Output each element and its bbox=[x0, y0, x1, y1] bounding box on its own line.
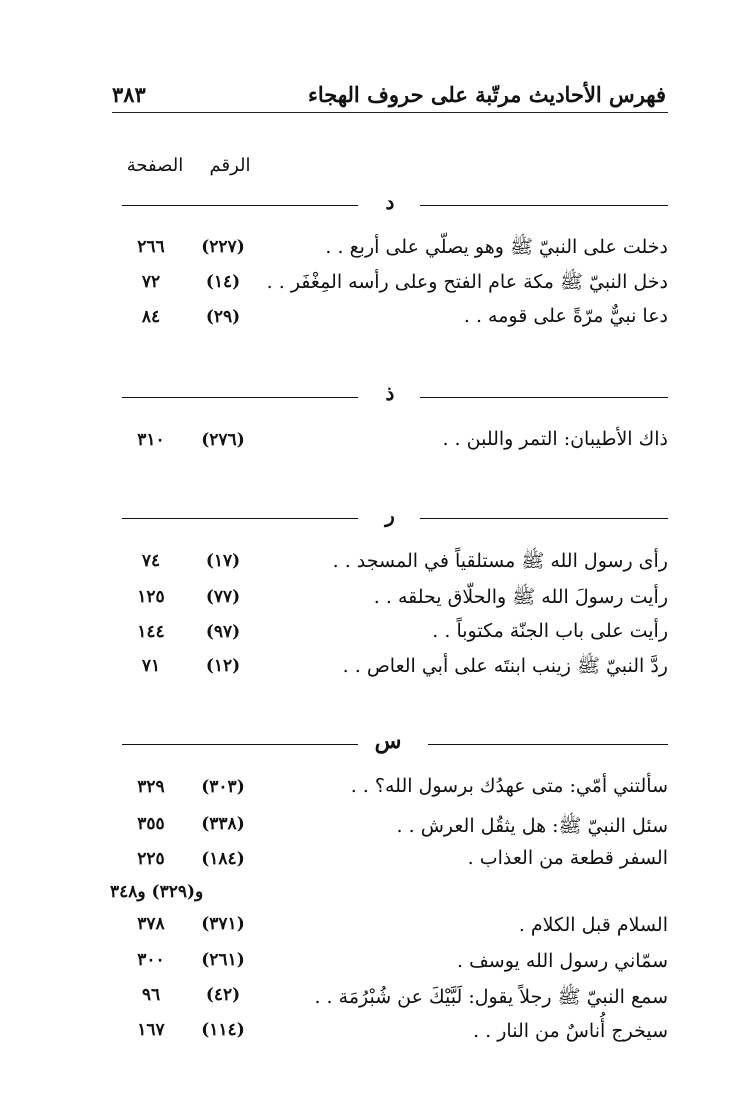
list-item-text: سمع النبيّ ﷺ رجلاً يقول: لَبَّيْكَ عن شُبْرُمَة . . bbox=[314, 986, 668, 1008]
list-item-text: دخل النبيّ ﷺ مكة عام الفتح وعلى رأسه المِغْفَر . . bbox=[266, 271, 668, 293]
list-item-page: ٣٠٠ bbox=[137, 950, 165, 970]
list-item-page: ١٦٧ bbox=[137, 1020, 165, 1040]
list-item-text: دعا نبيٌّ مرّةً على قومه . . bbox=[463, 305, 668, 327]
list-item-text: رأيت رسولَ الله ﷺ والحلّاق يحلقه . . bbox=[373, 586, 668, 608]
section-rule-right bbox=[428, 744, 668, 745]
list-item-number: (١٧) bbox=[205, 551, 241, 571]
section-letter: ر bbox=[385, 503, 395, 527]
column-header-page: الصفحة bbox=[126, 155, 184, 176]
section-rule-left bbox=[122, 518, 358, 519]
list-item-text: السفر قطعة من العذاب . bbox=[467, 847, 668, 869]
section-rule-left bbox=[122, 397, 358, 398]
section-rule-right bbox=[420, 397, 668, 398]
list-item-text: سمّاني رسول الله يوسف . bbox=[457, 950, 668, 972]
list-item-number: (٤٢) bbox=[205, 985, 241, 1005]
section-letter: ذ bbox=[385, 381, 395, 405]
running-header-title: فهرس الأحاديث مرتّبة على حروف الهجاء bbox=[308, 82, 666, 107]
list-item-page: ٣٥٥ bbox=[137, 814, 165, 834]
list-item-page: ١٢٥ bbox=[137, 587, 165, 607]
list-item-number: (٢٦١) bbox=[201, 950, 245, 970]
list-item-text: رأى رسول الله ﷺ مستلقياً في المسجد . . bbox=[332, 550, 668, 572]
list-item-text: دخلت على النبيّ ﷺ وهو يصلّي على أربع . . bbox=[325, 236, 668, 258]
list-item-page: ٧١ bbox=[141, 656, 161, 676]
list-item-number: (٧٧) bbox=[205, 587, 241, 607]
list-item-text: رأيت على باب الجنّة مكتوباً . . bbox=[432, 620, 668, 642]
list-item-number: (١٨٤) bbox=[201, 849, 245, 869]
list-item-number: (٢٩) bbox=[205, 307, 241, 327]
list-item-text: سيخرج أُناسٌ من النار . . bbox=[473, 1020, 668, 1042]
list-item-number: (١٤) bbox=[205, 272, 241, 292]
section-letter: د bbox=[385, 190, 395, 214]
list-item-text: ردَّ النبيّ ﷺ زينب ابنتَه على أبي العاص . . bbox=[342, 655, 668, 677]
list-item-number: (٢٢٧) bbox=[201, 237, 245, 257]
list-item-page: ٣٧٨ bbox=[137, 914, 165, 934]
section-rule-right bbox=[420, 518, 668, 519]
section-rule-right bbox=[420, 205, 668, 206]
header-rule bbox=[112, 112, 668, 113]
list-item-number: (١١٤) bbox=[201, 1020, 245, 1040]
list-item-number: (٣٧١) bbox=[201, 914, 245, 934]
list-item-number: (٩٧) bbox=[205, 622, 241, 642]
list-item-extra-refs: و(٣٢٩) و٣٤٨ bbox=[110, 882, 204, 902]
list-item-page: ٧٤ bbox=[141, 551, 161, 571]
list-item-page: ١٤٤ bbox=[137, 622, 165, 642]
list-item-number: (٣٣٨) bbox=[201, 814, 245, 834]
list-item-number: (٣٠٣) bbox=[201, 777, 245, 797]
list-item-page: ٨٤ bbox=[141, 307, 161, 327]
column-header-number: الرقم bbox=[209, 155, 251, 176]
section-letter: س bbox=[374, 728, 402, 754]
list-item-text: السلام قبل الكلام . bbox=[518, 914, 668, 936]
section-rule-left bbox=[122, 744, 358, 745]
list-item-page: ٣١٠ bbox=[137, 430, 165, 450]
list-item-page: ٧٢ bbox=[141, 272, 161, 292]
list-item-text: سئل النبيّ ﷺ: هل يثقُل العرش . . bbox=[396, 815, 668, 837]
page-number: ٣٨٣ bbox=[112, 82, 146, 107]
list-item-number: (٢٧٦) bbox=[201, 430, 245, 450]
section-rule-left bbox=[122, 205, 358, 206]
list-item-page: ٩٦ bbox=[141, 985, 161, 1005]
list-item-page: ٣٢٩ bbox=[137, 777, 165, 797]
list-item-text: سألتني أمّي: متى عهدُك برسول الله؟ . . bbox=[350, 775, 668, 797]
list-item-page: ٢٢٥ bbox=[137, 849, 165, 869]
list-item-page: ٢٦٦ bbox=[137, 237, 165, 257]
list-item-text: ذاك الأطيبان: التمر واللبن . . bbox=[442, 428, 668, 450]
list-item-number: (١٢) bbox=[205, 656, 241, 676]
